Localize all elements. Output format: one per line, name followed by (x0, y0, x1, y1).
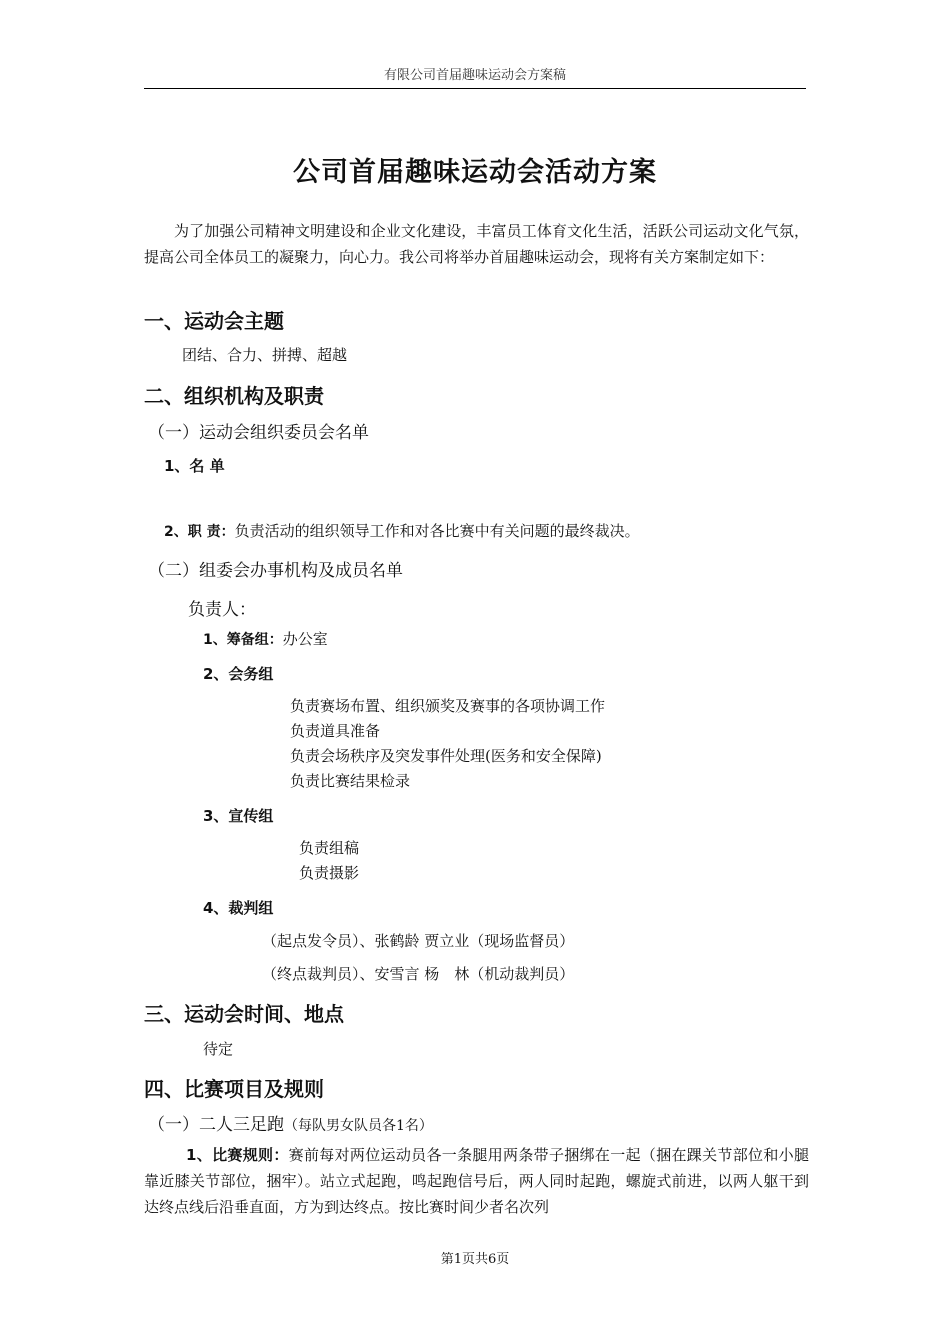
duties-text: 负责活动的组织领导工作和对各比赛中有关问题的最终裁决。 (234, 522, 640, 540)
list-item-duties (164, 520, 640, 541)
intro-paragraph: 为了加强公司精神文明建设和企业文化建设，丰富员工体育文化生活，活跃公司运动文化气氛，提高公司全体员工的凝聚力，向心力。我公司将举办首届趣味运动会，现将有关方案制定如下： (144, 222, 809, 266)
duties-label: 2、职 责： (164, 524, 235, 540)
group-publicity-label: 3、宣传组 (203, 807, 274, 825)
section-3-heading: 三、运动会时间、地点 (144, 1002, 344, 1026)
section-4-sub1-title: （一）二人三足跑 (148, 1115, 284, 1135)
section-2-sub2: （二）组委会办事机构及成员名单 (148, 561, 403, 581)
leader-label: 负责人： (188, 600, 256, 620)
section-4-heading: 四、比赛项目及规则 (144, 1077, 324, 1101)
section-3-body: 待定 (203, 1040, 234, 1058)
group-referee-line: （终点裁判员）、安雪言 杨 林（机动裁判员） (262, 965, 575, 983)
page-header: 有限公司首届趣味运动会方案稿 (144, 64, 806, 89)
section-2-heading: 二、组织机构及职责 (144, 384, 324, 408)
section-2-sub1: （一）运动会组织委员会名单 (148, 423, 369, 443)
group-meeting-line: 负责会场秩序及突发事件处理(医务和安全保障) (290, 747, 602, 765)
rule-label: 1、比赛规则： (186, 1146, 289, 1164)
section-1-theme: 团结、合力、拼搏、超越 (182, 346, 348, 364)
group-meeting-label: 2、会务组 (203, 665, 274, 683)
group-referee-line: （起点发令员）、张鹤龄 贾立业（现场监督员） (262, 932, 575, 950)
group-publicity-line: 负责组稿 (299, 839, 360, 857)
group-referee-label: 4、裁判组 (203, 899, 274, 917)
rule-text: 赛前每对两位运动员各一条腿用两条带子捆绑在一起（捆在踝关节部位和小腿靠近膝关节部位，捆牢）。站立式起跑，鸣起跑信号后，两人同时起跑，螺旋式前进，以两人躯干到达终点线后沿垂直面，方为到达终点。按比赛时间少者名次列 (144, 1146, 809, 1216)
group-publicity-line: 负责摄影 (299, 864, 360, 882)
rule-paragraph (144, 1142, 809, 1220)
section-4-sub1-note: （每队男女队员各1名） (284, 1118, 433, 1134)
group-meeting-line: 负责道具准备 (290, 722, 381, 740)
group-meeting-line: 负责比赛结果检录 (290, 772, 411, 790)
group-meeting-line: 负责赛场布置、组织颁奖及赛事的各项协调工作 (290, 697, 606, 715)
group-prep (203, 628, 328, 649)
section-4-sub1 (148, 1110, 433, 1135)
document-title: 公司首届趣味运动会活动方案 (293, 157, 657, 188)
page-footer: 第1页共6页 (440, 1252, 510, 1267)
group-prep-label: 1、筹备组： (203, 632, 283, 648)
list-item-names: 1、名 单 (164, 457, 225, 475)
section-1-heading: 一、运动会主题 (144, 309, 284, 333)
group-prep-text: 办公室 (282, 630, 328, 648)
